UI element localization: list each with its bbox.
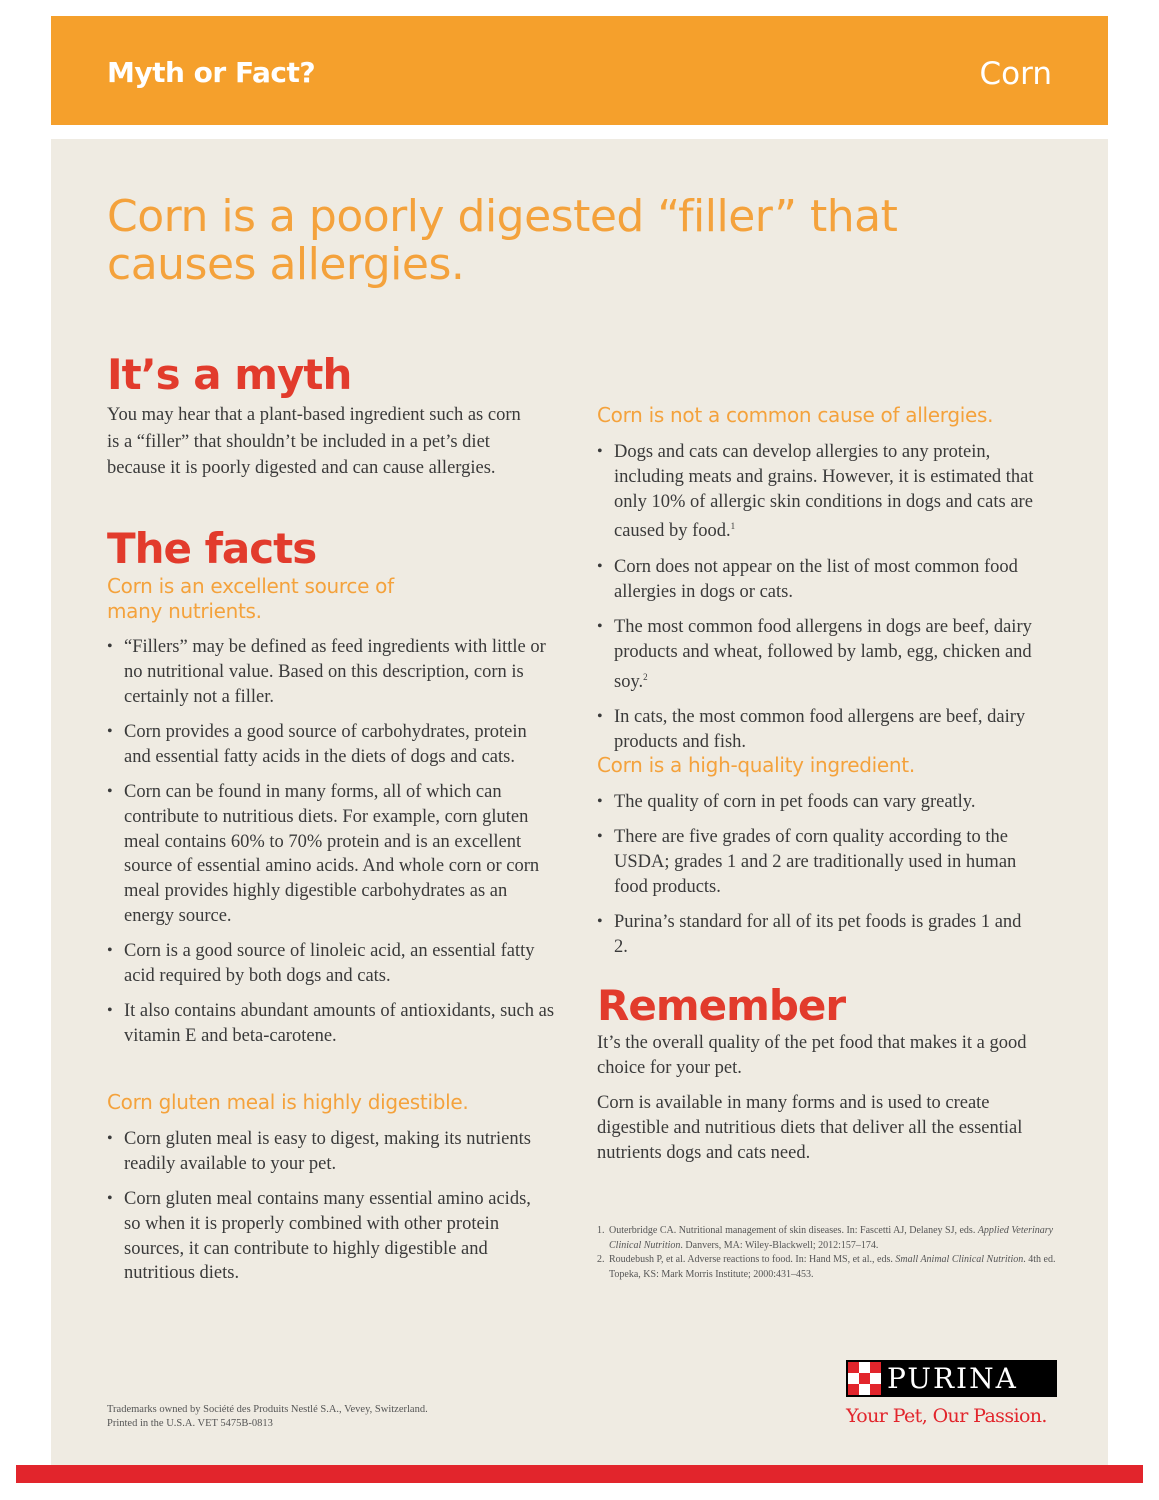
checkerboard-icon [848, 1362, 881, 1395]
subheading-quality: Corn is a high-quality ingredient. [597, 753, 915, 777]
list-item: • The most common food allergens in dogs are beef, dairy products and wheat, followed by lamb, egg, chicken and soy.$^2$ [597, 615, 1047, 695]
list-item: • Dogs and cats can develop allergies to any protein, including meats and grains. However, it is estimated that only 10% of allergic skin conditions in dogs and cats are caused by food.$^1$ [597, 440, 1047, 544]
list-item: • Corn can be found in many forms, all of which can contribute to nutritious diets. For example, corn gluten meal contains 60% to 70% protein and is an excellent source of essential amino acids. And whole corn or corn meal provides highly digestible carbohydrates as an energy source. [107, 780, 557, 929]
footer-bar [16, 1465, 1143, 1483]
list-item: • Corn gluten meal contains many essential amino acids, so when it is properly combined with other protein sources, it can contribute to highly digestible and nutritious diets. [107, 1187, 547, 1286]
list-item: • There are five grades of corn quality according to the USDA; grades 1 and 2 are traditionally used in human food products. [597, 825, 1037, 899]
header-banner [51, 16, 1108, 125]
list-item: • It also contains abundant amounts of antioxidants, such as vitamin E and beta-carotene. [107, 999, 557, 1049]
list-item: • The quality of corn in pet foods can vary greatly. [597, 790, 1037, 815]
reference-item: 2. Roudebush P, et al. Adverse reactions to food. In: Hand MS, et al., eds. Small Animal Clinical Nutrition. 4th ed. Topeka, KS: Mark Morris Institute; 2000:431–453. [597, 1254, 1056, 1280]
purina-logo: PURINA [846, 1360, 1057, 1397]
list-item: • Corn is a good source of linoleic acid, an essential fatty acid required by both dogs and cats. [107, 939, 557, 989]
list-item: • Corn provides a good source of carbohydrates, protein and essential fatty acids in the diets of dogs and cats. [107, 720, 557, 770]
remember-heading: Remember [597, 981, 846, 1030]
myth-heading: It’s a myth [107, 350, 352, 399]
quality-list [597, 790, 1037, 970]
references [597, 1224, 1067, 1282]
trademark-notice: Trademarks owned by Société des Produits Nestlé S.A., Vevey, Switzerland. Printed in the U.S.A. VET 5475B-0813 [107, 1404, 428, 1429]
list-item: • Purina’s standard for all of its pet foods is grades 1 and 2. [597, 910, 1037, 960]
remember-paragraph-1: It’s the overall quality of the pet food that makes it a good choice for your pet. [597, 1033, 1027, 1078]
list-item: • Corn does not appear on the list of most common food allergies in dogs or cats. [597, 555, 1047, 605]
list-item: • “Fillers” may be defined as feed ingredients with little or no nutritional value. Based on this description, corn is certainly not a filler. [107, 635, 557, 709]
subheading-gluten: Corn gluten meal is highly digestible. [107, 1090, 469, 1114]
allergies-list [597, 440, 1047, 765]
myth-body: You may hear that a plant-based ingredient such as corn is a “filler” that shouldn’t be included in a pet’s diet because it is poorly digested and can cause allergies. [107, 405, 521, 478]
myth-headline: Corn is a poorly digested “filler” that causes allergies. [107, 191, 898, 290]
header-topic: Corn [979, 56, 1052, 92]
remember-paragraph-2: Corn is available in many forms and is used to create digestible and nutritious diets that deliver all the essential nutrients dogs and cats need. [597, 1093, 1023, 1163]
gluten-list [107, 1127, 547, 1297]
list-item: • In cats, the most common food allergens are beef, dairy products and fish. [597, 705, 1047, 755]
reference-item: 1. Outerbridge CA. Nutritional management of skin diseases. In: Fascetti AJ, Delaney SJ, eds. Applied Veterinary Clinical Nutrition. Danvers, MA: Wiley-Blackwell; 2012:157–174. [597, 1225, 1054, 1251]
nutrients-list [107, 635, 557, 1059]
list-item: • Corn gluten meal is easy to digest, making its nutrients readily available to your pet. [107, 1127, 547, 1177]
header-title: Myth or Fact? [107, 56, 316, 89]
brand-tagline: Your Pet, Our Passion. [846, 1405, 1047, 1427]
subheading-nutrients: Corn is an excellent source of many nutrients. [107, 574, 394, 623]
subheading-allergies: Corn is not a common cause of allergies. [597, 403, 994, 427]
facts-heading: The facts [107, 524, 317, 573]
